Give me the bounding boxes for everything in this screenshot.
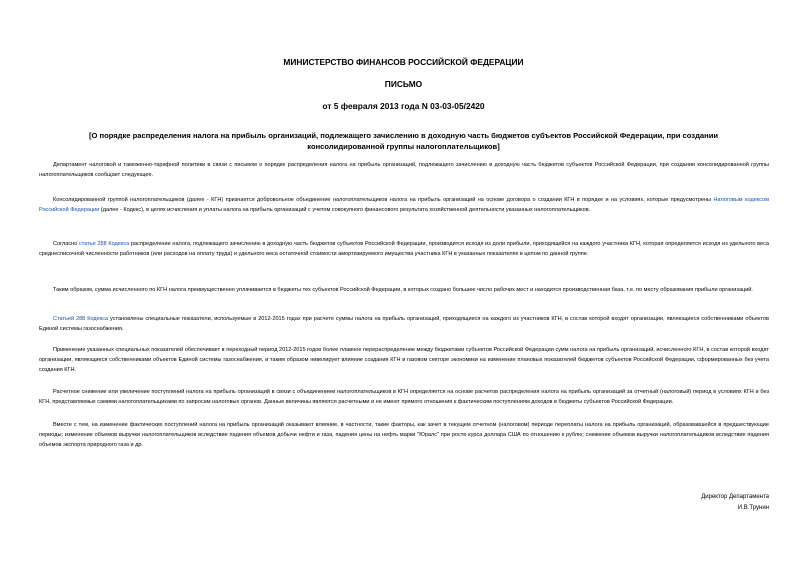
paragraph-3-text-before: Согласно xyxy=(53,241,79,247)
paragraph-3 xyxy=(39,240,769,260)
signature-position: Директор Департамента xyxy=(701,494,769,500)
paragraph-5 xyxy=(39,315,769,335)
paragraph-5-text-after: установлены специальные показатели, используемые в 2012-2015 годах при расчете суммы налога на прибыль организаций, приходящиеся на каждого из участников КГН, в состав которой входят организации, являющиеся собственниками объектов Единой системы газоснабжения. xyxy=(39,316,769,332)
document-type-heading: ПИСЬМО xyxy=(384,79,423,89)
paragraph-8: Вместе с тем, на изменение фактических поступлений налога на прибыль организаций оказывают влияние, в частности, такие факторы, как зачет в текущем отчетном (налоговом) периоде переплаты налога на прибыль организаций, образовавшейся в предшествующие периоды; изменение объемов выручки налогоплательщиков вследствие падения объемов добычи нефти и газа, падения цены на нефть марки "Юралс" при росте курса доллара США по отношению к рублю; снижение объемов выручки налогоплательщиков вследствие падения объемов экспорта природного газа и др. xyxy=(39,422,769,448)
paragraph-2-text-after: (далее - Кодекс), в целях исчисления и уплаты налога на прибыль организаций с учетом совокупного финансового результата хозяйственной деятельности указанных налогоплательщиков. xyxy=(99,206,591,213)
paragraph-4: Таким образом, сумма исчисленного по КГН налога преимущественно уплачивается в бюджеты тех субъектов Российской Федерации, в которых создано большее число рабочих мест и находится производственная база, т.е. по месту образования прибыли организаций. xyxy=(53,287,753,293)
paragraph-1: Департамент налоговой и таможенно-тарифной политики в связи с письмом о порядке распределения налога на прибыль организаций, подлежащего зачислению в доходную часть бюджетов субъектов Российской Федерации, при создании консолидированной группы налогоплательщиков сообщает следующее. xyxy=(39,162,769,178)
article-288-link-2[interactable]: Статьей 288 Кодекса xyxy=(53,316,109,322)
tax-code-link[interactable]: Налоговым кодексом Российской Федерации xyxy=(39,197,770,213)
article-288-link[interactable]: статье 288 Кодекса xyxy=(78,241,130,247)
paragraph-7: Расчетное снижение или увеличение поступлений налога на прибыль организаций в связи с объединением налогоплательщиков в КГН определяется на основе расчетов распределения налога на прибыль организаций за отчетный (налоговый) период в условиях КГН и без КГН, представляемых самими налогоплательщиками по запросам налоговых органов. Данные величины являются расчетными и не имеют прямого отношения к фактическим поступлениям доходов в бюджеты субъектов Российской Федерации. xyxy=(39,389,769,405)
paragraph-6: Применение указанных специальных показателей обеспечивает в переходный период 2012-2015 годов более плавное перераспределение между бюджетами субъектов Российской Федерации сумм налога на прибыль организаций, исчисленного КГН, в состав которой входят организации, являющиеся собственниками объектов Единой системы газоснабжения, и таким образом нивелирует влияние создания КГН в газовом секторе экономики на изменение плановых показателей бюджетов субъектов Российской Федерации, сформированных без учета создания КГН. xyxy=(39,347,769,373)
document-title: [О порядке распределения налога на прибыль организаций, подлежащего зачислению в доходную часть бюджетов субъектов Российской Федерации, при создании консолидированной группы налогоплательщиков] xyxy=(88,131,719,151)
paragraph-2 xyxy=(39,196,769,216)
paragraph-3-text-after: распределение налога, подлежащего зачислению в доходную часть бюджетов субъектов Российской Федерации, производится исходя из доли прибыли, приходящейся на каждого участника КГН, которая определяется исходя из удельного веса среднесписочной численности работников (или расходов на оплату труда) и удельного веса остаточной стоимости амортизируемого имущества участника КГН в указанных показателях в целом по данной группе. xyxy=(39,241,769,257)
document-date-number: от 5 февраля 2013 года N 03-03-05/2420 xyxy=(322,101,485,111)
signature-name: И.В.Трунин xyxy=(737,505,769,511)
paragraph-2-text-before: Консолидированной группой налогоплательщиков (далее - КГН) признается добровольное объединение налогоплательщиков налога на прибыль организаций на основе договора о создании КГН в порядке и на условиях, которые предусмотрены xyxy=(53,197,714,203)
ministry-heading: МИНИСТЕРСТВО ФИНАНСОВ РОССИЙСКОЙ ФЕДЕРАЦИИ xyxy=(283,57,524,67)
